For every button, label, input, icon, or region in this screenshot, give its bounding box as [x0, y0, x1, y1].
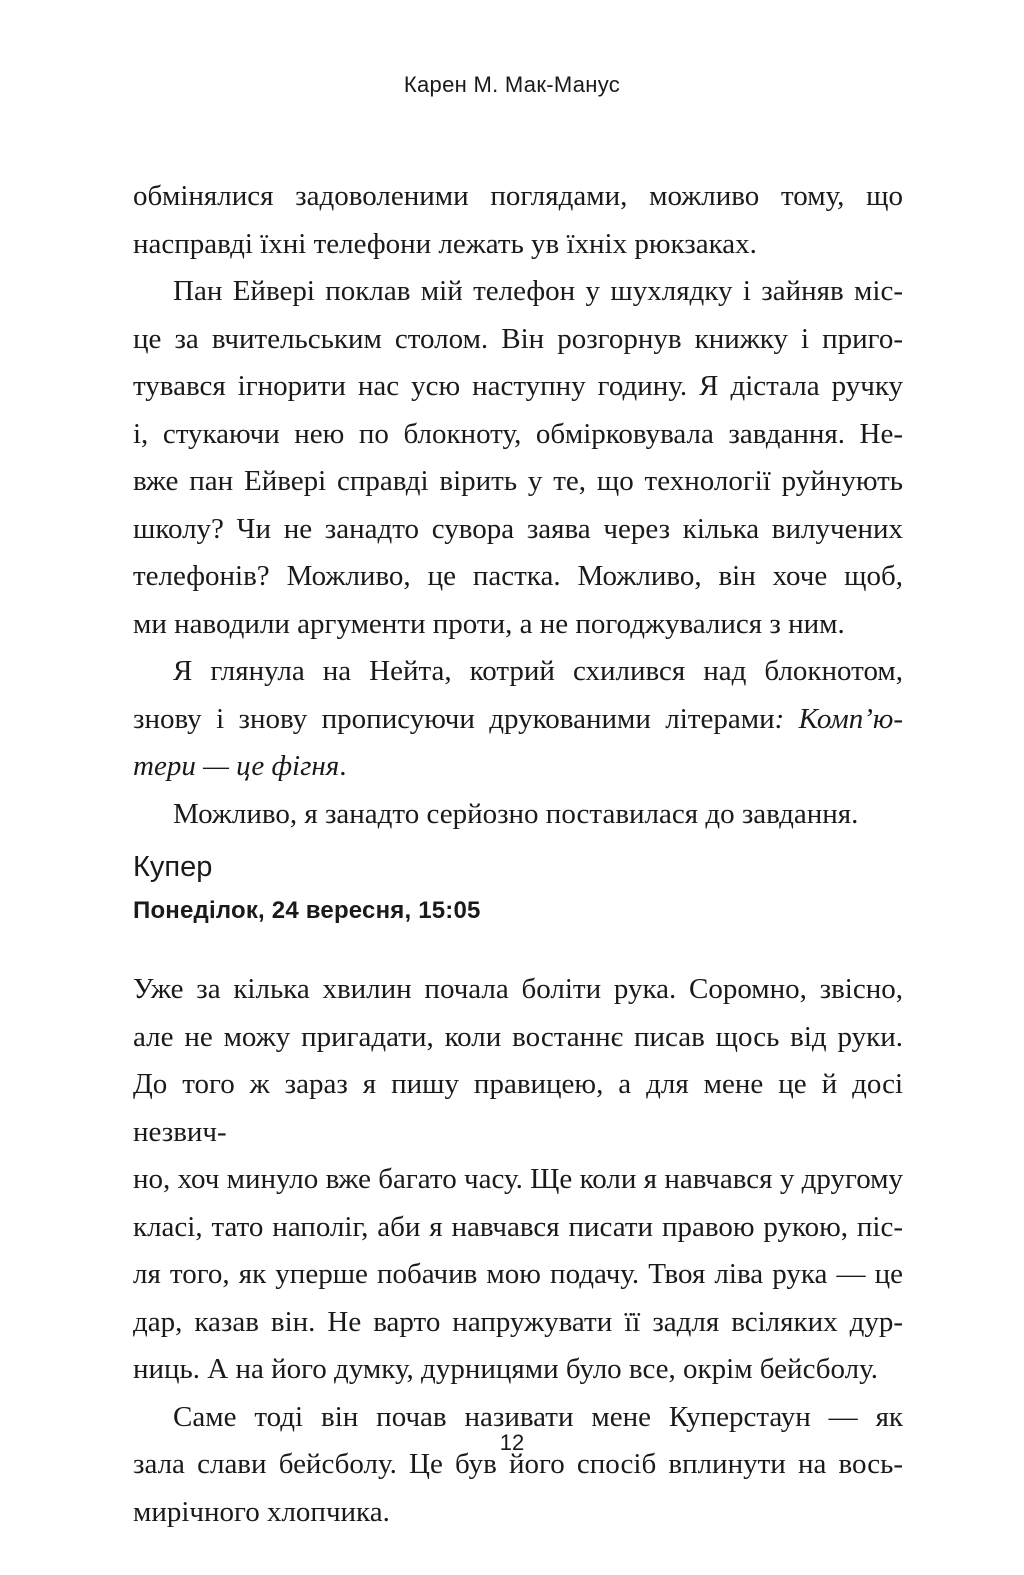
text-line: обмінялися задоволеними поглядами, можливо тому, що	[133, 180, 903, 212]
text-line: ля того, як уперше побачив мою подачу. Твоя ліва рука — це	[133, 1258, 903, 1290]
text-line: Можливо, я занадто серйозно поставилася до завдання.	[173, 797, 859, 830]
text-line	[133, 696, 903, 744]
text-line: і, стукаючи нею по блокноту, обмірковувала завдання. Не-	[133, 417, 903, 450]
text-line	[133, 743, 903, 791]
section-heading-date: Понеділок, 24 вересня, 15:05	[133, 897, 481, 924]
text-line: вже пан Ейвері справді вірить у те, що технології руйнують	[133, 465, 903, 497]
text-line: насправді їхні телефони лежать ув їхніх рюкзаках.	[133, 227, 757, 260]
text-line: зала слави бейсболу. Це був його спосіб вплинути на вось-	[133, 1448, 903, 1480]
text-line: класі, тато наполіг, аби я навчався писати правою рукою, піс-	[133, 1210, 903, 1243]
text-segment: .	[339, 750, 347, 782]
text-line: До того ж зараз я пишу правицею, а для мене це й досі незвич-	[133, 1068, 903, 1148]
text-line: Я глянула на Нейта, котрий схилився над блокнотом,	[173, 655, 903, 687]
paragraph	[133, 173, 903, 268]
page-number: 12	[499, 1430, 525, 1455]
text-segment: знову і знову прописуючи друкованими літерами	[133, 702, 775, 735]
paragraph	[133, 1394, 903, 1537]
text-line: Уже за кілька хвилин почала боліти рука. Соромно, звісно,	[133, 973, 903, 1005]
text-line: дар, казав він. Не варто напружувати її задля всіляких дур-	[133, 1305, 903, 1338]
text-line: тувався ігнорити нас усю наступну годину. Я дістала ручку	[133, 370, 903, 402]
paragraph	[133, 268, 903, 648]
text-line: але не можу пригадати, коли востаннє писав щось від руки.	[133, 1020, 903, 1053]
text-line: телефонів? Можливо, це пастка. Можливо, він хоче щоб,	[133, 560, 903, 592]
running-header-author: Карен М. Мак-Манус	[403, 72, 621, 97]
text-line: Пан Ейвері поклав мій телефон у шухлядку і зайняв міс-	[173, 275, 903, 307]
text-line: мирічного хлопчика.	[133, 1495, 390, 1528]
paragraph	[133, 966, 903, 1394]
section-heading-name: Купер	[133, 851, 213, 883]
italic-text: тери — це фігня	[133, 750, 340, 782]
paragraph	[133, 791, 903, 839]
text-line: но, хоч минуло вже багато часу. Ще коли я навчався у другому	[133, 1163, 903, 1195]
text-line: ми наводили аргументи проти, а не погоджувалися з ним.	[133, 607, 845, 640]
text-line: Саме тоді він почав називати мене Куперстаун — як	[173, 1400, 903, 1433]
text-line: ниць. А на його думку, дурницями було все, окрім бейсболу.	[133, 1353, 878, 1385]
text-line: це за вчительським столом. Він розгорнув книжку і приго-	[133, 322, 903, 355]
italic-text: : Комп’ю-	[774, 702, 903, 735]
text-block-1	[133, 173, 903, 838]
paragraph	[133, 648, 903, 791]
text-line: школу? Чи не занадто сувора заява через кілька вилучених	[133, 512, 903, 545]
